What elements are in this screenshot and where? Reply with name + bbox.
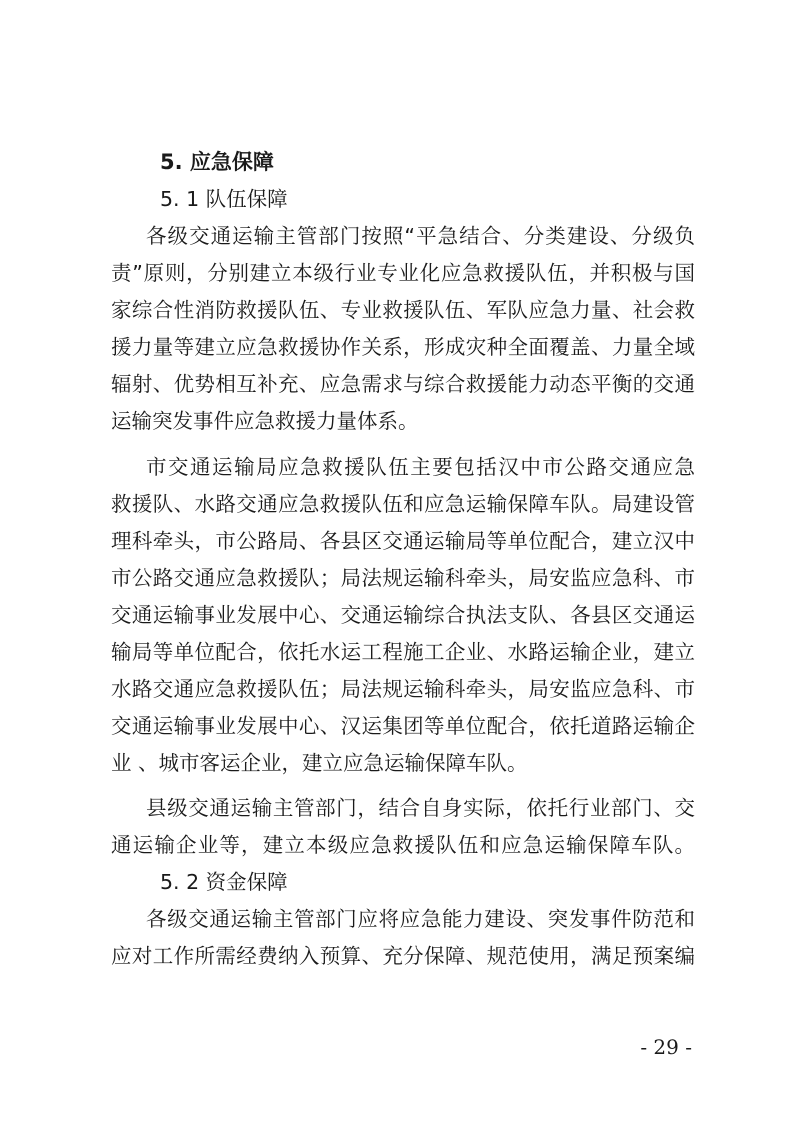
paragraph-line: 交通运输事业发展中心、汉运集团等单位配合，依托道路运输企 — [111, 714, 695, 738]
paragraph-line: 业 、城市客运企业，建立应急运输保障车队。 — [111, 751, 528, 775]
paragraph-line: 各级交通运输主管部门应将应急能力建设、突发事件防范和 — [146, 907, 695, 931]
paragraph-line: 输局等单位配合，依托水运工程施工企业、水路运输企业，建立 — [111, 640, 695, 664]
paragraph-line: 理科牵头，市公路局、各县区交通运输局等单位配合，建立汉中 — [111, 529, 695, 553]
paragraph-line: 水路交通应急救援队伍；局法规运输科牵头，局安监应急科、市 — [111, 677, 695, 701]
paragraph-line: 援力量等建立应急救援协作关系，形成灾种全面覆盖、力量全域 — [111, 335, 695, 359]
paragraph-line: 市交通运输局应急救援队伍主要包括汉中市公路交通应急 — [146, 455, 695, 479]
subsection-title-funds: 5. 2 资金保障 — [160, 870, 288, 894]
paragraph-line: 通运输企业等，建立本级应急救援队伍和应急运输保障车队。 — [111, 833, 695, 857]
page-number: - 29 - — [640, 1035, 692, 1059]
paragraph-line: 县级交通运输主管部门，结合自身实际，依托行业部门、交 — [146, 796, 695, 820]
paragraph-line: 各级交通运输主管部门按照“平急结合、分类建设、分级负 — [146, 224, 695, 248]
paragraph-line: 责”原则，分别建立本级行业专业化应急救援队伍，并积极与国 — [111, 261, 695, 285]
section-title: 5. 应急保障 — [160, 150, 274, 174]
paragraph-line: 市公路交通应急救援队；局法规运输科牵头，局安监应急科、市 — [111, 566, 695, 590]
paragraph-line: 救援队、水路交通应急救援队伍和应急运输保障车队。局建设管 — [111, 492, 695, 516]
paragraph-line: 交通运输事业发展中心、交通运输综合执法支队、各县区交通运 — [111, 603, 695, 627]
subsection-title-team: 5. 1 队伍保障 — [160, 187, 288, 211]
paragraph-line: 运输突发事件应急救援力量体系。 — [111, 409, 419, 433]
paragraph-line: 应对工作所需经费纳入预算、充分保障、规范使用，满足预案编 — [111, 944, 695, 968]
paragraph-line: 辐射、优势相互补充、应急需求与综合救援能力动态平衡的交通 — [111, 372, 695, 396]
paragraph-line: 家综合性消防救援队伍、专业救援队伍、军队应急力量、社会救 — [111, 298, 695, 322]
